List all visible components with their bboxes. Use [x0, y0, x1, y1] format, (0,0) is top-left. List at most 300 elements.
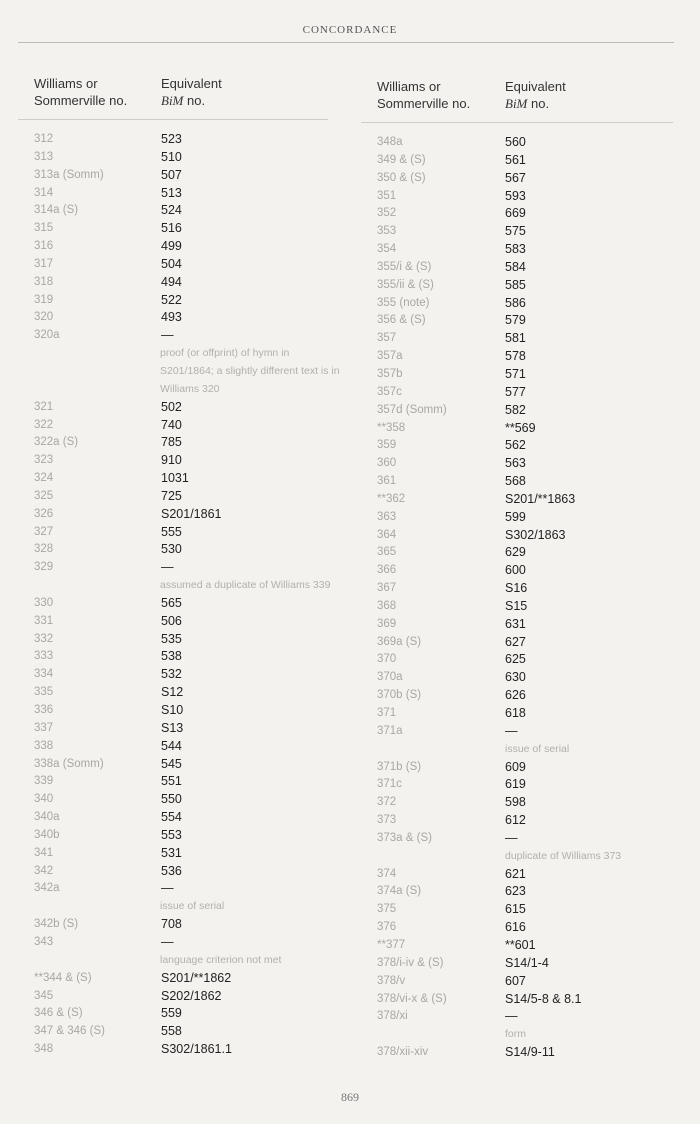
williams-number: 356 & (S): [377, 314, 426, 327]
bim-number: **601: [505, 937, 536, 952]
williams-number: 351: [377, 189, 397, 202]
bim-number: 504: [161, 256, 182, 271]
table-row: [34, 488, 328, 506]
bim-number: 579: [505, 313, 526, 328]
table-row: [34, 434, 328, 452]
bim-number: 535: [161, 631, 182, 646]
table-row: [34, 131, 328, 149]
table-row: [377, 669, 673, 687]
williams-number: 353: [377, 225, 397, 238]
table-row: [377, 348, 673, 366]
williams-number: 337: [34, 721, 54, 734]
bim-number: 669: [505, 206, 526, 221]
williams-number: 348: [34, 1043, 54, 1056]
table-row: [377, 759, 673, 777]
bim-number: S15: [505, 598, 528, 613]
williams-number: **377: [377, 938, 406, 951]
table-row: [377, 776, 673, 794]
bim-number: 612: [505, 813, 526, 828]
table-row: [377, 991, 673, 1009]
bim-number: 522: [161, 292, 182, 307]
bim-number: 516: [161, 221, 182, 236]
williams-number: 360: [377, 457, 397, 470]
bim-number: 524: [161, 203, 182, 218]
bim-number: S12: [161, 685, 184, 700]
williams-number: 312: [34, 133, 54, 145]
table-row: [34, 256, 328, 274]
williams-number: 375: [377, 903, 397, 916]
williams-number: **358: [377, 421, 406, 434]
williams-number: 338: [34, 739, 54, 752]
table-row: [34, 220, 328, 238]
table-row: [34, 702, 328, 720]
table-row: [377, 259, 673, 277]
williams-number: 374: [377, 867, 397, 880]
bim-number: S302/1863: [505, 527, 566, 542]
williams-number: 326: [34, 507, 54, 520]
table-row: [34, 756, 328, 774]
bim-number: —: [161, 934, 174, 949]
table-row: [377, 527, 673, 545]
table-row: [34, 327, 328, 345]
williams-number: 357a: [377, 350, 403, 363]
williams-number: 315: [34, 222, 54, 235]
column-header-rule: [361, 122, 673, 123]
bim-number: —: [505, 830, 518, 845]
table-row: [377, 134, 673, 152]
table-row: [34, 827, 328, 845]
left-column: [34, 75, 340, 1057]
bim-number: 531: [161, 845, 182, 860]
table-row: [34, 648, 328, 666]
table-row: [377, 170, 673, 188]
table-row: [34, 845, 328, 863]
williams-number: 367: [377, 582, 397, 595]
bim-number: S14/1-4: [505, 955, 549, 970]
bim-number: 581: [505, 331, 526, 346]
left-column-header: [34, 75, 328, 115]
bim-number: —: [161, 881, 174, 896]
table-row: [34, 863, 328, 881]
table-row: [377, 491, 673, 509]
table-row: [377, 384, 673, 402]
table-row: [377, 973, 673, 991]
bim-number: 544: [161, 738, 182, 753]
bim-number: 554: [161, 810, 182, 825]
bim-number: 621: [505, 866, 526, 881]
table-row: [377, 866, 673, 884]
williams-number: 357: [377, 332, 397, 345]
williams-number: 371b (S): [377, 760, 422, 773]
table-row: [34, 720, 328, 738]
table-row: [377, 455, 673, 473]
table-row: [34, 791, 328, 809]
table-row: [377, 651, 673, 669]
williams-number: 343: [34, 935, 54, 948]
bim-number: 609: [505, 759, 526, 774]
table-row: [377, 295, 673, 313]
williams-header: Williams or Sommerville no.: [377, 79, 471, 111]
williams-number: 340: [34, 793, 54, 806]
entry-note: issue of serial: [505, 742, 570, 755]
williams-number: 348a: [377, 136, 403, 148]
williams-number: 378/vi-x & (S): [377, 992, 447, 1005]
williams-number: 349 & (S): [377, 153, 426, 166]
bim-number: S16: [505, 581, 528, 596]
bim-number: S202/1862: [161, 988, 222, 1003]
williams-number: 378/i-iv & (S): [377, 956, 444, 969]
williams-number: 320a: [34, 329, 60, 342]
table-row: [377, 580, 673, 598]
page-number: 869: [341, 1090, 359, 1104]
williams-number: 371c: [377, 778, 402, 791]
table-row: [34, 773, 328, 791]
williams-number: 332: [34, 632, 54, 645]
bim-number: 607: [505, 973, 526, 988]
bim-number: 538: [161, 649, 182, 664]
table-row: [377, 883, 673, 901]
table-row: [377, 330, 673, 348]
bim-number: 513: [161, 185, 182, 200]
table-row: [377, 955, 673, 973]
williams-number: 368: [377, 599, 397, 612]
table-row: [34, 202, 328, 220]
table-row: [377, 312, 673, 330]
table-row: [377, 366, 673, 384]
bim-number: S10: [161, 703, 184, 717]
table-row: [34, 452, 328, 470]
table-row: [377, 420, 673, 438]
left-rows: [34, 131, 340, 1059]
bim-number: —: [161, 560, 174, 575]
bim-number: 530: [161, 542, 182, 557]
table-row: [377, 812, 673, 830]
bim-number: 523: [161, 132, 182, 146]
bim-number: 623: [505, 884, 526, 899]
table-row: [34, 613, 328, 631]
williams-number: 357d (Somm): [377, 403, 447, 416]
bim-number: S201/**1863: [505, 491, 576, 506]
williams-number: 365: [377, 546, 397, 559]
table-row: [377, 562, 673, 580]
williams-number: 352: [377, 207, 397, 220]
table-row: [34, 988, 328, 1006]
williams-number: 322: [34, 418, 54, 431]
williams-number: 355/i & (S): [377, 260, 432, 273]
williams-number: 378/xii-xiv: [377, 1046, 429, 1059]
table-row: [34, 309, 328, 327]
table-row: [34, 470, 328, 488]
bim-number: 626: [505, 688, 526, 703]
williams-number: 329: [34, 561, 54, 574]
williams-number: 369: [377, 617, 397, 630]
williams-number: 346 & (S): [34, 1007, 83, 1020]
table-row: [377, 794, 673, 812]
table-row: [377, 634, 673, 652]
entry-note: assumed a duplicate of Williams 339: [160, 579, 331, 592]
table-row: [377, 437, 673, 455]
table-row: [34, 1023, 328, 1041]
table-row: [34, 292, 328, 310]
table-row: [377, 616, 673, 634]
williams-number: 340a: [34, 811, 60, 824]
williams-number: 378/v: [377, 974, 406, 987]
williams-number: 376: [377, 921, 397, 934]
williams-number: 316: [34, 240, 54, 253]
williams-number: 339: [34, 775, 54, 788]
williams-number: 373: [377, 814, 397, 827]
williams-number: 378/xi: [377, 1010, 408, 1023]
williams-number: 374a (S): [377, 885, 422, 898]
bim-number: 578: [505, 349, 526, 364]
bim-number: 499: [161, 239, 182, 254]
table-row: [377, 830, 673, 848]
right-column: [377, 78, 673, 1060]
bim-number: 598: [505, 795, 526, 810]
bim-number: 740: [161, 417, 182, 432]
bim-number: 600: [505, 563, 526, 578]
bim-number: 561: [505, 152, 526, 167]
table-row: [34, 1005, 328, 1023]
table-row: [377, 598, 673, 616]
williams-number: 338a (Somm): [34, 757, 104, 770]
bim-number: —: [505, 1009, 518, 1024]
williams-number: 342b (S): [34, 918, 79, 931]
williams-number: 355 (note): [377, 296, 430, 309]
williams-number: 370: [377, 653, 397, 666]
williams-number: 334: [34, 668, 54, 681]
table-row: [34, 274, 328, 292]
table-row: [34, 417, 328, 435]
entry-note: duplicate of Williams 373: [505, 849, 622, 862]
bim-number: 593: [505, 188, 526, 203]
bim-number: 618: [505, 706, 526, 720]
table-row: [34, 916, 328, 934]
table-row: [34, 238, 328, 256]
williams-header: Williams or Sommerville no.: [34, 76, 128, 108]
bim-number: 532: [161, 667, 182, 682]
table-row: [377, 509, 673, 527]
bim-number: S14/5-8 & 8.1: [505, 991, 582, 1006]
table-row: [377, 544, 673, 562]
bim-number: 615: [505, 902, 526, 917]
bim-number: 630: [505, 670, 526, 685]
table-row: [34, 541, 328, 559]
table-row: [377, 687, 673, 705]
table-row: [34, 524, 328, 542]
bim-number: 555: [161, 524, 182, 539]
williams-number: 370b (S): [377, 689, 422, 702]
bim-number: 785: [161, 435, 182, 450]
table-row: [34, 934, 328, 952]
bim-number: 586: [505, 295, 526, 310]
table-row: [34, 595, 328, 613]
bim-number: 1031: [161, 471, 189, 486]
bim-number: 616: [505, 920, 526, 935]
running-head: CONCORDANCE: [302, 24, 398, 36]
bim-number: 575: [505, 224, 526, 239]
table-row: [34, 970, 328, 988]
williams-number: 370a: [377, 671, 403, 684]
bim-number: —: [161, 328, 174, 343]
table-row: [34, 167, 328, 185]
bim-number: 558: [161, 1024, 182, 1039]
williams-number: 331: [34, 614, 54, 627]
bim-number: 577: [505, 384, 526, 399]
williams-number: 342: [34, 864, 54, 877]
bim-number: 565: [161, 595, 182, 610]
williams-number: 327: [34, 525, 54, 538]
williams-number: 371a: [377, 724, 403, 737]
williams-number: 340b: [34, 828, 60, 841]
bim-number: 494: [161, 274, 182, 289]
table-row: [34, 809, 328, 827]
bim-number: 536: [161, 863, 182, 878]
bim-number: 582: [505, 402, 526, 417]
table-row: [34, 399, 328, 417]
bim-number: —: [505, 723, 518, 738]
table-row: [34, 506, 328, 524]
williams-number: 314a (S): [34, 204, 79, 217]
williams-number: 373a & (S): [377, 831, 432, 844]
bim-number: 625: [505, 652, 526, 667]
table-row: [377, 241, 673, 259]
williams-number: 335: [34, 686, 54, 699]
williams-number: 371: [377, 707, 397, 719]
williams-number: 322a (S): [34, 436, 79, 449]
williams-number: 324: [34, 472, 54, 485]
williams-number: 336: [34, 704, 54, 716]
williams-number: 318: [34, 275, 54, 288]
williams-number: 323: [34, 454, 54, 467]
bim-header: Equivalent BiM no.: [505, 79, 566, 111]
table-row: [377, 919, 673, 937]
williams-number: 325: [34, 489, 54, 502]
table-row: [377, 723, 673, 741]
bim-number: S13: [161, 720, 184, 735]
bim-number: S302/1861.1: [161, 1042, 232, 1057]
williams-number: 359: [377, 439, 397, 452]
williams-number: 330: [34, 596, 54, 609]
bim-number: 567: [505, 170, 526, 185]
bim-number: S14/9-11: [505, 1045, 555, 1060]
williams-number: 347 & 346 (S): [34, 1025, 105, 1038]
entry-note: form: [505, 1028, 526, 1041]
williams-number: 321: [34, 400, 54, 413]
entry-note: issue of serial: [160, 900, 225, 913]
williams-number: 369a (S): [377, 635, 422, 648]
table-row: [377, 152, 673, 170]
bim-number: 708: [161, 917, 182, 932]
williams-number: 357b: [377, 367, 403, 380]
bim-number: 584: [505, 259, 526, 274]
williams-number: 361: [377, 475, 397, 488]
williams-number: 357c: [377, 385, 402, 398]
bim-number: S201/1861: [161, 506, 222, 521]
williams-number: 355/ii & (S): [377, 278, 434, 291]
williams-number: 366: [377, 564, 397, 577]
williams-number: 345: [34, 989, 54, 1002]
bim-number: 510: [161, 149, 182, 164]
bim-number: S201/**1862: [161, 970, 232, 985]
column-header-rule: [18, 119, 328, 120]
table-row: [377, 402, 673, 420]
table-row: [34, 559, 328, 577]
bim-number: 545: [161, 756, 182, 771]
williams-number: 319: [34, 293, 54, 306]
table-row: [377, 705, 673, 723]
table-row: [34, 738, 328, 756]
bim-number: 562: [505, 438, 526, 453]
bim-number: 619: [505, 777, 526, 792]
bim-number: 585: [505, 277, 526, 292]
williams-number: 350 & (S): [377, 171, 426, 184]
williams-number: 364: [377, 528, 397, 541]
table-row: [377, 473, 673, 491]
bim-number: 583: [505, 242, 526, 257]
bim-number: 507: [161, 167, 182, 182]
right-column-header: [377, 78, 673, 118]
williams-number: 317: [34, 257, 54, 270]
table-row: [377, 223, 673, 241]
entry-note: language criterion not met: [160, 953, 282, 966]
table-row: [377, 1008, 673, 1026]
table-row: [377, 188, 673, 206]
bim-number: 629: [505, 545, 526, 560]
bim-number: 559: [161, 1006, 182, 1021]
williams-number: 333: [34, 650, 54, 663]
table-row: [34, 684, 328, 702]
bim-number: 550: [161, 792, 182, 807]
table-row: [34, 666, 328, 684]
bim-number: 571: [505, 366, 526, 381]
table-row: [34, 185, 328, 203]
table-row: [377, 277, 673, 295]
bim-number: **569: [505, 420, 536, 435]
williams-number: 313a (Somm): [34, 168, 104, 181]
bim-number: 502: [161, 399, 182, 414]
bim-number: 493: [161, 310, 182, 325]
bim-number: 631: [505, 616, 526, 631]
williams-number: 354: [377, 243, 397, 256]
williams-number: 363: [377, 510, 397, 523]
table-row: [34, 1041, 328, 1059]
table-row: [377, 937, 673, 955]
bim-number: 568: [505, 474, 526, 489]
williams-number: 320: [34, 311, 54, 324]
table-row: [377, 901, 673, 919]
williams-number: 314: [34, 186, 54, 199]
bim-header: Equivalent BiM no.: [161, 76, 222, 108]
williams-number: 341: [34, 846, 54, 859]
williams-number: 313: [34, 150, 54, 163]
right-rows: [377, 134, 673, 1062]
williams-number: **362: [377, 492, 406, 505]
entry-note: proof (or offprint) of hymn in S201/1864; a slightly different text is in Williams 320: [160, 347, 340, 395]
table-row: [377, 205, 673, 223]
williams-number: **344 & (S): [34, 971, 92, 984]
bim-number: 506: [161, 613, 182, 628]
bim-number: 551: [161, 774, 182, 789]
williams-number: 342a: [34, 882, 60, 895]
bim-number: 725: [161, 488, 182, 503]
header-rule: [18, 42, 674, 43]
bim-number: 563: [505, 456, 526, 471]
bim-number: 910: [161, 453, 182, 468]
bim-number: 627: [505, 634, 526, 649]
table-row: [34, 149, 328, 167]
williams-number: 372: [377, 796, 397, 809]
